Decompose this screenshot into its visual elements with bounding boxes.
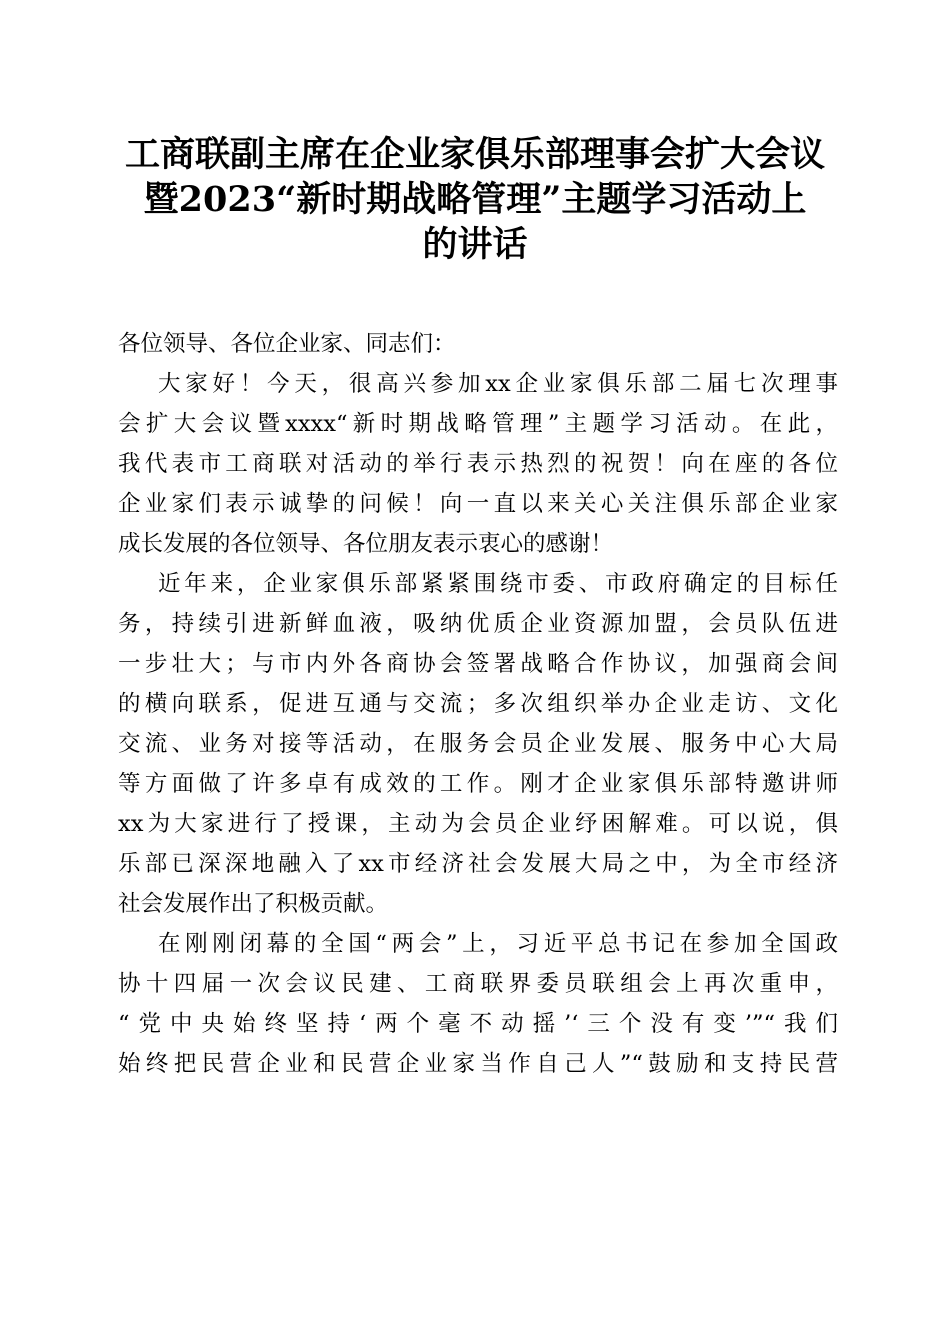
title-line: 工商联副主席在企业家俱乐部理事会扩大会议 (124, 134, 825, 175)
page-title (110, 132, 840, 267)
paragraph-line: 一步壮大；与市内外各商协会签署战略合作协议，加强商会间 (118, 651, 838, 677)
paragraph-line: 务，持续引进新鲜血液，吸纳优质企业资源加盟，会员队伍进 (118, 611, 838, 637)
paragraph-line: 我代表市工商联对活动的举行表示热烈的祝贺！向在座的各位 (118, 451, 838, 477)
paragraph-line: 会扩大会议暨xxxx“新时期战略管理”主题学习活动。在此， (118, 411, 838, 437)
paragraph-line: “党中央始终坚持‘两个毫不动摇’‘三个没有变’”“我们 (118, 1011, 838, 1037)
paragraph-line: 大家好！今天，很高兴参加xx企业家俱乐部二届七次理事 (158, 371, 838, 397)
paragraph-line: 企业家们表示诚挚的问候！向一直以来关心关注俱乐部企业家 (118, 491, 838, 517)
paragraph-line: 等方面做了许多卓有成效的工作。刚才企业家俱乐部特邀讲师 (118, 771, 838, 797)
paragraph (118, 924, 838, 1084)
paragraph-line: 在刚刚闭幕的全国“两会”上，习近平总书记在参加全国政 (158, 931, 838, 957)
paragraph (118, 564, 838, 924)
paragraph-line: 的横向联系，促进互通与交流；多次组织举办企业走访、文化 (118, 691, 838, 717)
paragraph-line: 成长发展的各位领导、各位朋友表示衷心的感谢！ (118, 531, 614, 557)
document-body (118, 324, 838, 1084)
paragraph-line: 协十四届一次会议民建、工商联界委员联组会上再次重申， (118, 971, 838, 997)
paragraph-line: 近年来，企业家俱乐部紧紧围绕市委、市政府确定的目标任 (158, 571, 838, 597)
paragraph-line: 乐部已深深地融入了xx市经济社会发展大局之中，为全市经济 (118, 851, 838, 877)
paragraph-line: 交流、业务对接等活动，在服务会员企业发展、服务中心大局 (118, 731, 838, 757)
paragraph (118, 364, 838, 564)
paragraph-line: 社会发展作出了积极贡献。 (118, 891, 389, 917)
title-line: 的讲话 (422, 224, 528, 265)
salutation: 各位领导、各位企业家、同志们： (118, 331, 456, 357)
paragraph-line: xx为大家进行了授课，主动为会员企业纾困解难。可以说，俱 (118, 811, 838, 837)
title-line: 暨2023“新时期战略管理”主题学习活动上 (143, 179, 807, 220)
paragraph-line: 始终把民营企业和民营企业家当作自己人”“鼓励和支持民营 (118, 1051, 838, 1077)
